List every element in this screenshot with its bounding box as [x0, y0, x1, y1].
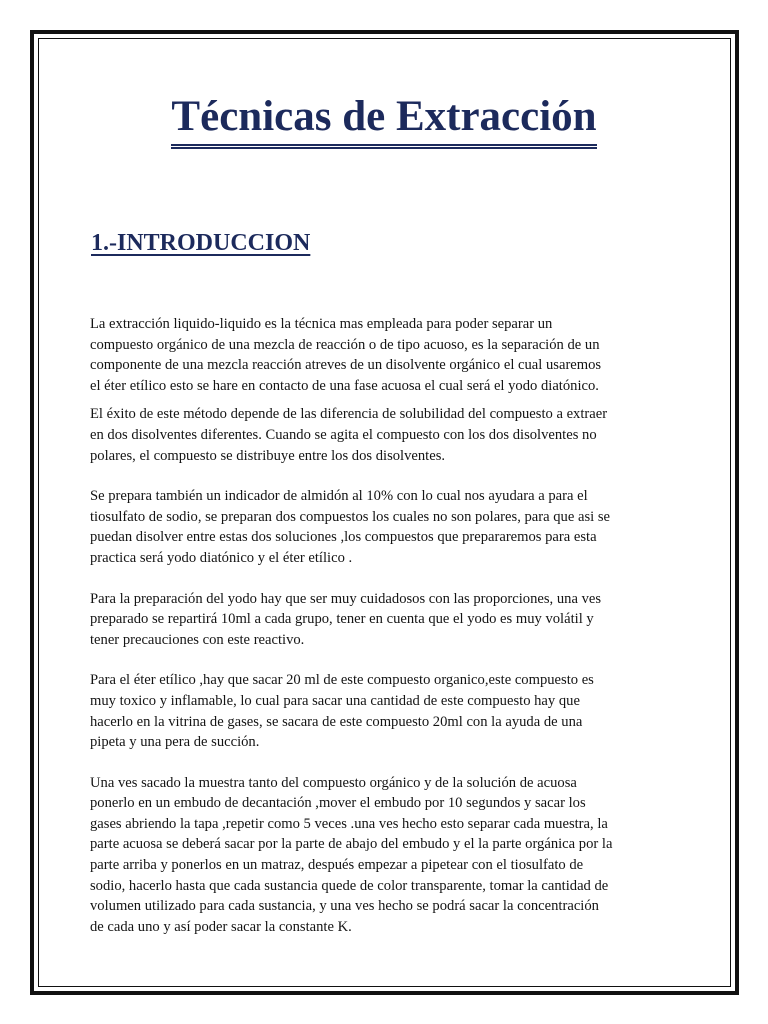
text-line: pipeta y una pera de succión. [90, 734, 260, 751]
text-line: puedan disolver entre estas dos soluciones ,los compuestos que prepararemos para esta [90, 529, 597, 546]
text-line: Para el éter etílico ,hay que sacar 20 ml de este compuesto organico,este compuesto es [90, 672, 594, 689]
section-heading: 1.-INTRODUCCION [91, 230, 311, 256]
paragraph [90, 589, 690, 651]
text-line: compuesto orgánico de una mezcla de reacción o de tipo acuoso, es la separación de un [90, 336, 600, 353]
text-line: volumen utilizado para cada sustancia, y una ves hecho se podrá sacar la concentración [90, 898, 599, 915]
text-line: muy toxico y inflamable, lo cual para sacar una cantidad de este compuesto hay que [90, 692, 580, 709]
paragraph [90, 404, 690, 466]
text-line: Una ves sacado la muestra tanto del compuesto orgánico y de la solución de acuosa [90, 774, 577, 791]
text-line: ponerlo en un embudo de decantación ,mover el embudo por 10 segundos y sacar los [90, 795, 586, 812]
text-line: El éxito de este método depende de las diferencia de solubilidad del compuesto a extraer [90, 406, 608, 423]
text-line: hacerlo en la vitrina de gases, se sacara de este compuesto 20ml con la ayuda de una [90, 713, 583, 730]
document-title-text: Técnicas de Extracción [171, 93, 596, 149]
paragraph [90, 773, 690, 938]
text-line: tiosulfato de sodio, se preparan dos compuestos los cuales no son polares, para que asi se [90, 508, 610, 525]
text-line: componente de una mezcla reacción atreves de un disolvente orgánico el cual usaremos [90, 357, 602, 374]
text-line: parte acuosa se deberá sacar por la parte de abajo del embudo y el la parte orgánica por la [90, 836, 613, 853]
text-line: polares, el compuesto se distribuye entre los dos disolventes. [90, 447, 446, 464]
document-title [0, 92, 768, 149]
text-line: gases abriendo la tapa ,repetir como 5 veces .una ves hecho esto separar cada muestra, la [90, 815, 608, 832]
text-line: Para la preparación del yodo hay que ser muy cuidadosos con las proporciones, una ves [90, 590, 602, 607]
document-body [90, 314, 690, 937]
text-line: sodio, hacerlo hasta que cada sustancia quede de color transparente, tomar la cantidad de [90, 877, 609, 894]
text-line: tener precauciones con este reactivo. [90, 631, 305, 648]
text-line: La extracción liquido-liquido es la técnica mas empleada para poder separar un [90, 316, 553, 332]
paragraph [90, 670, 690, 752]
paragraph [90, 486, 690, 568]
text-line: el éter etílico esto se hare en contacto de una fase acuosa el cual será el yodo diatónico. [90, 377, 599, 394]
text-line: en dos disolventes diferentes. Cuando se agita el compuesto con los dos disolventes no [90, 426, 597, 443]
text-line: preparado se repartirá 10ml a cada grupo, tener en cuenta que el yodo es muy volátil y [90, 611, 594, 628]
text-line: Se prepara también un indicador de almidón al 10% con lo cual nos ayudara a para el [90, 488, 588, 505]
paragraph [90, 314, 690, 396]
text-line: practica será yodo diatónico y el éter etílico . [90, 549, 353, 566]
text-line: parte arriba y ponerlos en un matraz, después empezar a pipetear con el tiosulfato de [90, 857, 584, 874]
text-line: de cada uno y así poder sacar la constante K. [90, 918, 352, 935]
